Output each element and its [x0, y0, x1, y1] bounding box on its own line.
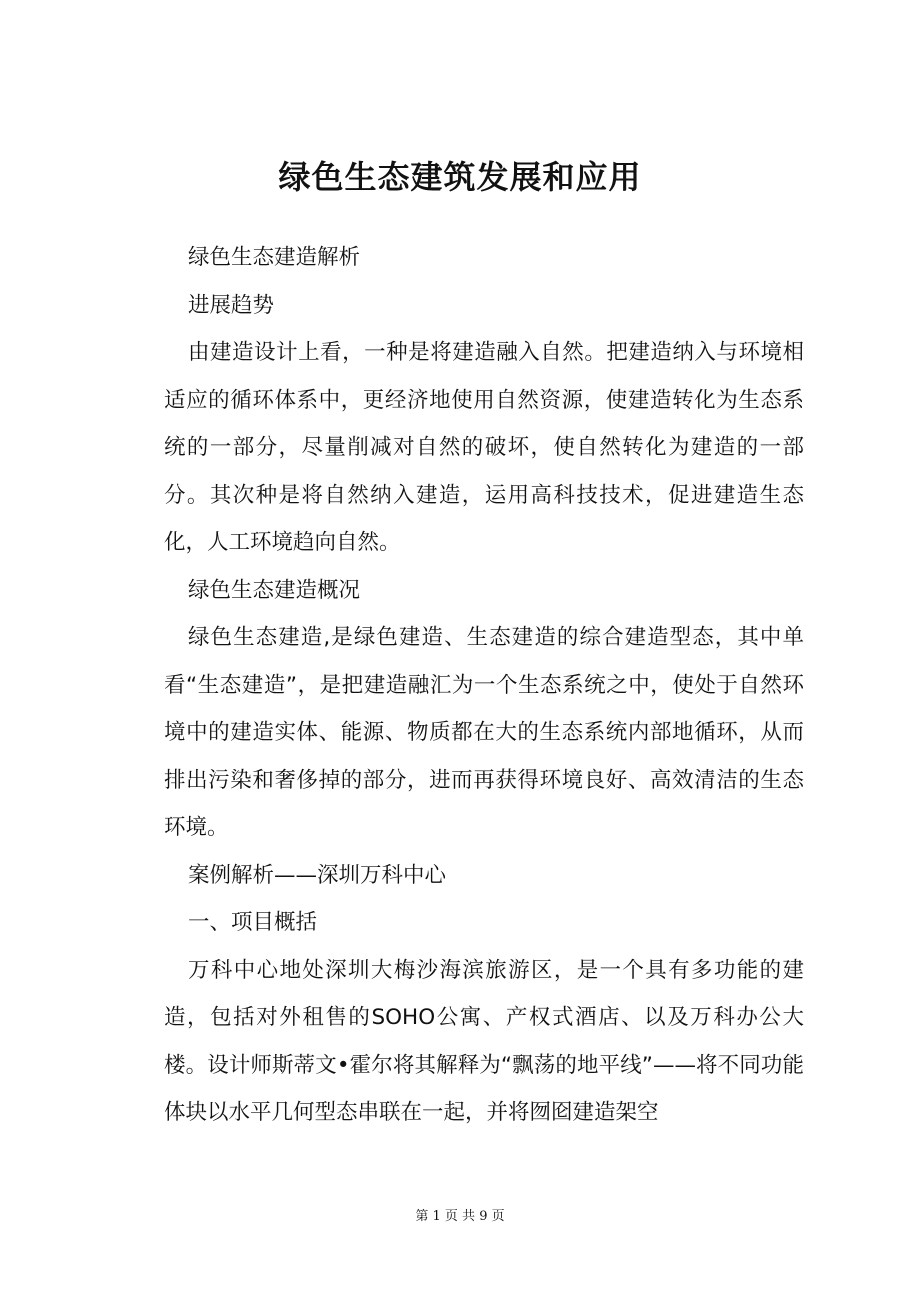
section-heading: 案例解析——深圳万科中心 [188, 862, 447, 888]
document-title: 绿色生态建筑发展和应用 [278, 158, 642, 197]
body-paragraph: 由建造设计上看，一种是将建造融入自然。把建造纳入与环境相适应的循环体系中，更经济地使用自然资源，使建造转化为生态系统的一部分，尽量削减对自然的破坏，使自然转化为建造的一部分。其次种是将自然纳入建造，运用高科技技术，促进建造生态化，人工环境趋向自然。 [164, 340, 804, 555]
section-heading: 进展趋势 [188, 292, 275, 318]
page-number-footer: 第 1 页 共 9 页 [415, 1209, 505, 1224]
document-body [164, 234, 804, 1137]
section-heading: 绿色生态建造概况 [188, 577, 361, 603]
body-paragraph: 万科中心地处深圳大梅沙海滨旅游区，是一个具有多功能的建造，包括对外租售的SOHO公寓、产权式酒店、以及万科办公大楼。设计师斯蒂文•霍尔将其解释为“飘荡的地平线”——将不同功能体块以水平几何型态串联在一起，并将囫囵建造架空 [164, 957, 804, 1125]
section-heading: 绿色生态建造解析 [188, 245, 361, 270]
body-paragraph: 绿色生态建造,是绿色建造、生态建造的综合建造型态，其中单看“生态建造”，是把建造融汇为一个生态系统之中，使处于自然环境中的建造实体、能源、物质都在大的生态系统内部地循环，从而排出污染和奢侈掉的部分，进而再获得环境良好、高效清洁的生态环境。 [164, 625, 804, 840]
section-heading: 一、项目概括 [188, 910, 318, 935]
